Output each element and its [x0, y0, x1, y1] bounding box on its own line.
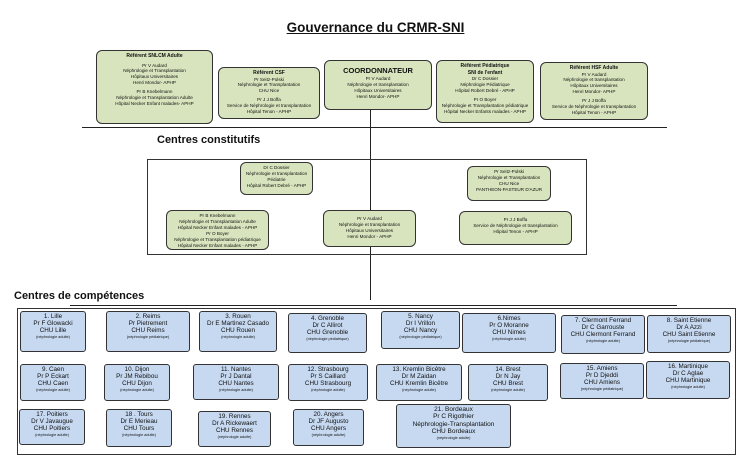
referent-hsf-box [540, 62, 648, 120]
centre-type: (néphrologie adulte) [219, 387, 253, 392]
centre-type: (néphrologie adulte) [311, 432, 346, 437]
competence-centre-box [198, 411, 271, 447]
centre-hospital: CHU Reims [131, 327, 165, 335]
centre-hospital: CHU Poitiers [33, 425, 71, 433]
coord-line: Henri Mondor- APHP [356, 93, 400, 99]
knebelmann-line: Néphrologie et Transplantation pédiatrique [174, 236, 261, 242]
audard-line: Pr V Audard [357, 216, 382, 221]
centre-hospital: CHU Lille [39, 327, 67, 335]
competence-centre-box [468, 364, 548, 401]
coord-line: Pr V Audard [365, 75, 391, 81]
centre-name: 6.Nimes [497, 315, 521, 322]
dossier-line: Hôpital Robert Debré - APHP [246, 182, 307, 188]
centre-type: (néphrologie adulte) [492, 336, 526, 341]
centre-hospital-2: CHU Bordeaux [431, 428, 476, 436]
csf-line: CHU Nice [258, 88, 280, 94]
centre-hospital: CHU Nantes [218, 380, 254, 388]
centre-type: (néphrologie adulte) [36, 334, 70, 339]
centre-hospital: CHU Clermont Ferrand [570, 331, 636, 339]
competence-centre-box [647, 315, 731, 353]
page-title: Gouvernance du CRMR-SNI [286, 20, 465, 35]
centre-person: Dr N Jay [495, 373, 521, 381]
csf-line: Pr Seitz-Polski [254, 76, 284, 82]
audard-line: Hôpitaux Universitaires [345, 227, 394, 233]
centre-person: Pr F Glowacki [33, 320, 73, 328]
centre-type: (néphrologie adulte) [402, 387, 436, 392]
centre-person: Pr C Rigothier [433, 413, 474, 421]
centre-person: Dr I Vrillon [405, 320, 436, 328]
centre-name: 10. Dijon [124, 366, 150, 373]
ped-line: Dr C Dossier [471, 76, 499, 81]
centre-person: Pr Pietrement [128, 320, 168, 328]
competence-centre-box [561, 315, 645, 354]
constitutif-knebelmann-box [166, 210, 269, 250]
centre-type: (néphrologie pédiatrique) [399, 334, 442, 339]
hsf-line: Pr J J Boffa [582, 98, 606, 104]
snlcm-line: Néphrologie et Transplantation Adulte [116, 95, 193, 101]
centre-hospital: CHU Caen [37, 380, 69, 388]
centre-type: (néphrologie adulte) [217, 434, 252, 439]
seitz-line: PANTHEON-PASTEUR D'AZUR [475, 186, 543, 192]
knebelmann-line: Pr B Knebelmann [199, 213, 236, 218]
centre-person: Pr JM Rebibou [116, 373, 158, 381]
centre-type: (néphrologie adulte) [671, 384, 705, 389]
centre-person: Dr C Allirot [312, 322, 343, 330]
competence-centre-box [106, 311, 190, 352]
competence-centre-box [106, 409, 172, 447]
seitz-line: Pr Seitz-Polski [494, 169, 524, 174]
competence-centre-box [193, 364, 279, 400]
ped-line: Néphrologie Pédiatrique [460, 81, 510, 87]
centre-type: (néphrologie pédiatrique) [306, 336, 349, 341]
centre-name: 12. Strasbourg [307, 366, 349, 373]
centre-name: 19. Rennes [218, 413, 251, 420]
snlcm-line: Pr B Knebelmann [136, 89, 173, 95]
referent-snlcm-box [96, 50, 213, 124]
centre-person: Dr V Javaugue [31, 418, 73, 426]
centre-person: Dr JF Augusto [308, 418, 349, 426]
constitutif-boffa-box [459, 211, 572, 245]
coord-line: Néphrologie et transplantation [347, 81, 409, 87]
centre-name: 3. Rouen [225, 313, 251, 320]
competence-centre-box [462, 313, 556, 353]
centre-hospital: CHU Amiens [583, 379, 621, 387]
competence-centre-box [381, 311, 460, 349]
centre-person: Dr C Aglae [672, 370, 704, 378]
competence-centre-box [646, 361, 730, 399]
centre-type: (néphrologie adulte) [436, 435, 471, 440]
section-competences-heading: Centres de compétences [14, 290, 145, 302]
centre-name: 17. Poitiers [36, 411, 68, 418]
centre-type: (néphrologie adulte) [35, 432, 69, 437]
centre-hospital: CHU Rouen [221, 327, 255, 335]
centre-hospital: CHU Rennes [215, 427, 254, 435]
snlcm-line: Hôpital Necker Enfant malades- APHP [115, 101, 194, 107]
centre-name: 13. Kremlin Bicêtre [392, 366, 446, 373]
centre-name: 21. Bordeaux [434, 406, 473, 413]
referent-ped-head2: SNI de l'enfant [467, 69, 503, 76]
centre-name: 4. Grenoble [311, 315, 344, 322]
centre-person: Dr E Merieau [120, 418, 158, 426]
section-constitutifs-heading: Centres constitutifs [157, 134, 261, 146]
csf-line: Néphrologie et Transplantation [237, 82, 301, 88]
dossier-line: Dr C Dossier [263, 165, 290, 170]
hsf-line: Hôpital Tenon - APHP [571, 110, 617, 116]
snlcm-line: Hôpitaux Universitaires [130, 74, 179, 80]
competence-centre-box [20, 311, 86, 352]
competence-centre-box [376, 364, 462, 401]
centre-type: (néphrologie pédiatrique) [580, 386, 624, 391]
centre-hospital: CHU Brest [492, 380, 524, 388]
referent-snlcm-head: Référent SNLCM Adulte [126, 53, 183, 59]
centre-hospital: CHU Kremlin Bicêtre [389, 380, 449, 388]
centre-person: Pr D Djeddi [585, 372, 619, 380]
centre-hospital: CHU Angers [311, 425, 346, 433]
coordonnateur-box [324, 60, 432, 110]
centre-name: 15. Amiens [586, 365, 618, 372]
boffa-line: Service de Néphrologie et transplantation [473, 222, 558, 228]
csf-line: Service de Néphrologie et transplantation [226, 103, 312, 109]
audard-line: Néphrologie et transplantation [338, 221, 401, 227]
centre-type: (néphrologie adulte) [221, 334, 255, 339]
centre-type: (néphrologie adulte) [311, 387, 345, 392]
centre-name: 8. Saint Etienne [666, 317, 712, 324]
knebelmann-line: Pr O Boyer [206, 230, 229, 236]
dossier-line: Pédiatrie [267, 176, 286, 182]
top-divider-line [82, 127, 667, 128]
dossier-line: Néphrologie et transplantation [245, 170, 308, 176]
seitz-line: Néphrologie et Transplantation [477, 174, 541, 180]
centre-hospital: CHU Dijon [122, 380, 152, 388]
knebelmann-line: Néphrologie et Transplantation Adulte [179, 218, 256, 224]
seitz-line: CHU Nice [498, 180, 520, 186]
audard-line: Henri Mondor - APHP [347, 233, 392, 239]
competence-centre-box [104, 364, 170, 401]
centre-person: Pr S Caillard [310, 373, 346, 381]
hsf-line: Service de Néphrologie et transplantation [551, 104, 637, 110]
hsf-line: Hôpitaux Universitaires [570, 83, 618, 89]
ped-line: Hôpital Necker Enfants malades - APHP [444, 108, 526, 114]
csf-line: Pr J J Boffa [257, 97, 281, 103]
centre-hospital: CHU Nimes [492, 329, 526, 337]
centre-person: Dr C Garrouste [581, 324, 625, 332]
referent-csf-box [218, 67, 320, 119]
centre-hospital: CHU Tours [123, 425, 155, 433]
hsf-line: Néphrologie et transplantation [563, 77, 625, 83]
constitutif-dossier-box [240, 162, 313, 195]
knebelmann-line: Hôpital Necker Enfant malades - APHP [177, 224, 258, 230]
centre-person: Dr M Zaidan [401, 373, 437, 381]
centre-person: Dr A Azzi [676, 324, 702, 332]
centre-name: 9. Caen [41, 366, 65, 373]
centre-type: (néphrologie pédiatrique) [126, 334, 170, 339]
centre-hospital: CHU Grenoble [306, 329, 349, 337]
centre-name: 16. Martinique [668, 363, 708, 370]
snlcm-line: Pr V Audard [142, 62, 167, 68]
competence-centre-box [560, 363, 644, 399]
hsf-line: Pr V Audard [581, 71, 607, 77]
referent-csf-head: Référent CSF [253, 70, 285, 76]
centre-hospital: Néphrologie-Transplantation [412, 420, 495, 428]
centre-name: 1. Lille [43, 313, 63, 320]
constitutif-seitz-box [467, 166, 551, 201]
centre-type: (néphrologie pédiatrique) [667, 338, 711, 343]
centre-hospital: CHU Strasbourg [304, 380, 352, 388]
centre-name: 5. Nancy [408, 313, 433, 320]
centre-person: Pr P Eckart [37, 373, 69, 381]
centre-name: 7. Clermont Ferrand [574, 317, 632, 324]
centre-person: Dr E Martinez Casado [207, 320, 269, 328]
ped-line: Néphrologie et Transplantation pédiatrique [441, 102, 529, 108]
competence-centre-box [288, 364, 368, 401]
coord-line: Hôpitaux Universitaires [354, 87, 402, 93]
competence-centre-box [199, 311, 277, 352]
centre-type: (néphrologie adulte) [36, 387, 70, 392]
boffa-line: Pr J J Boffa [503, 217, 528, 222]
centre-type: (néphrologie adulte) [122, 432, 156, 437]
competence-centre-box [19, 409, 85, 445]
centre-type: (néphrologie adulte) [491, 387, 525, 392]
referent-ped-head: Référent Pédiatrique [460, 63, 510, 69]
centre-type: (néphrologie adulte) [120, 387, 154, 392]
centre-name: 18 . Tours [125, 411, 153, 418]
boffa-line: Hôpital Tenon - APHP [493, 228, 538, 234]
centre-person: Pr J Dantal [220, 373, 252, 381]
centre-name: 14. Brest [495, 366, 521, 373]
csf-line: Hôpital Tenon - APHP [246, 109, 292, 115]
centre-hospital: CHU Saint Etienne [662, 331, 716, 339]
centre-name: 20. Angers [313, 411, 344, 418]
centre-person: Dr A Rickewaert [212, 420, 257, 428]
referent-pediatrique-box [436, 60, 534, 123]
hsf-line: Henri Mondor- APHP [572, 89, 616, 95]
snlcm-line: Henri Mondor- APHP [133, 80, 176, 86]
competence-centre-box [396, 404, 511, 448]
centre-hospital: CHU Nancy [403, 327, 438, 335]
competences-divider-line [70, 305, 677, 306]
snlcm-line: Néphrologie et Transplantation [123, 68, 186, 74]
centre-person: Pr O Moranne [489, 322, 529, 330]
knebelmann-line: Hôpital Necker Enfant malades - APHP [177, 242, 258, 248]
centre-name: 2. Reims [135, 313, 161, 320]
constitutif-audard-box [323, 210, 416, 247]
competence-centre-box [20, 364, 86, 401]
centre-hospital: CHU Martinique [665, 377, 711, 385]
ped-line: Pr O Boyer [473, 96, 497, 102]
competence-centre-box [293, 409, 364, 446]
centre-name: 11. Nantes [221, 366, 251, 373]
centre-type: (néphrologie adulte) [586, 338, 620, 343]
coordonnateur-head: COORDONNATEUR [343, 66, 413, 75]
ped-line: Hôpital Robert Debré - APHP [455, 87, 515, 93]
competence-centre-box [288, 313, 367, 353]
referent-hsf-head: Référent HSF Adulte [569, 65, 619, 71]
